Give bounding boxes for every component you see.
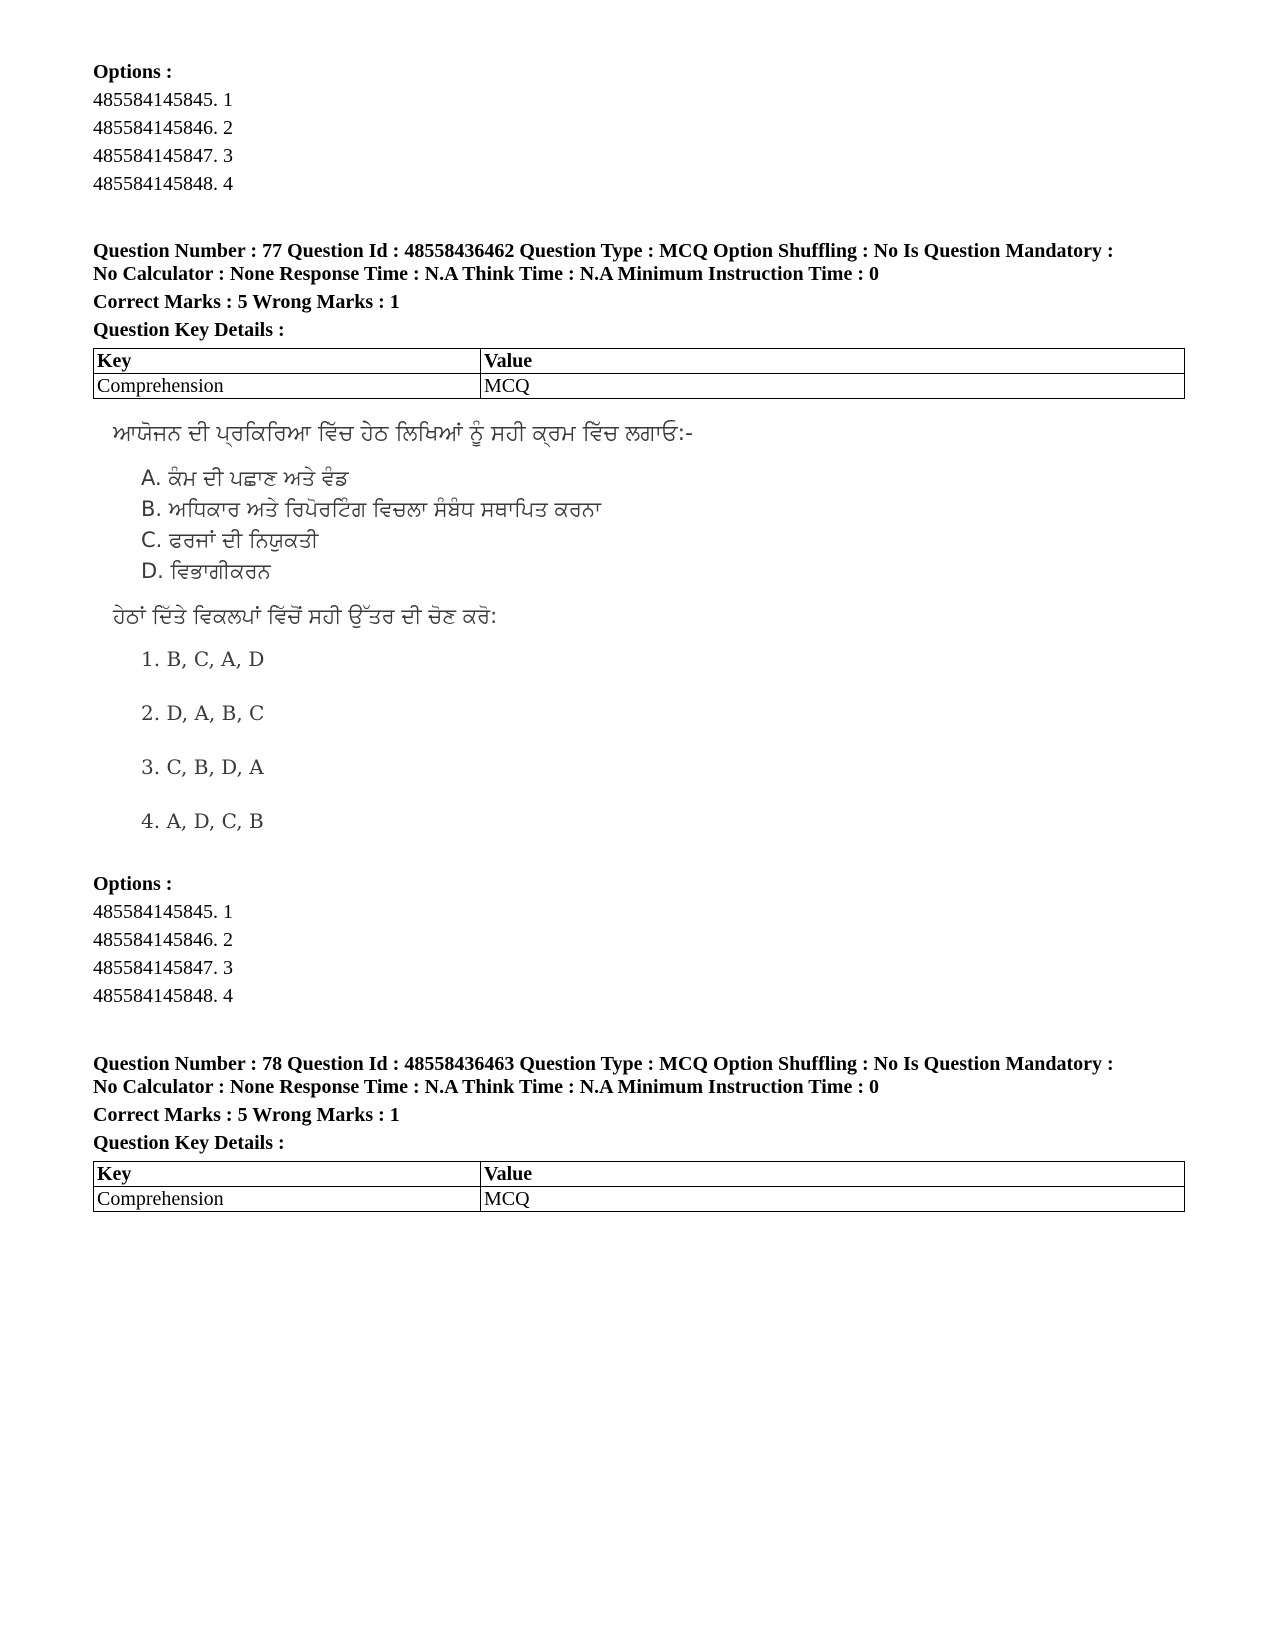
choice-item: 2. D, A, B, C [141, 700, 265, 725]
question-meta-line-1: Question Number : 77 Question Id : 48558436462 Question Type : MCQ Option Shuffling : No Is Question Mandatory : [93, 240, 1114, 262]
question-ask: ਹੇਠਾਂ ਦਿੱਤੇ ਵਿਕਲਪਾਂ ਵਿੱਚੋਂ ਸਹੀ ਉੱਤਰ ਦੀ ਚੋਣ ਕਰੋ: [113, 603, 498, 628]
prev-options-section [93, 58, 233, 198]
statement-item: A. ਕੰਮ ਦੀ ਪਛਾਣ ਅਤੇ ਵੰਡ [141, 465, 349, 490]
statement-item: C. ਫਰਜਾਂ ਦੀ ਨਿਯੁਕਤੀ [141, 527, 319, 552]
option-item: 485584145848. 4 [93, 173, 233, 195]
choice-item: 1. B, C, A, D [141, 646, 265, 671]
marks-line: Correct Marks : 5 Wrong Marks : 1 [93, 291, 400, 313]
choice-item: 3. C, B, D, A [141, 754, 264, 779]
key-value-table [93, 348, 1185, 399]
option-item: 485584145845. 1 [93, 89, 233, 111]
table-header-row [94, 349, 1185, 374]
question-meta-line-1: Question Number : 78 Question Id : 48558436463 Question Type : MCQ Option Shuffling : No Is Question Mandatory : [93, 1053, 1114, 1075]
key-value-table [93, 1161, 1185, 1212]
question-meta [93, 1053, 1185, 1099]
option-item: 485584145847. 3 [93, 145, 233, 167]
option-item: 485584145845. 1 [93, 901, 233, 923]
question-meta [93, 240, 1185, 286]
options-heading: Options : [93, 61, 173, 83]
question-stem: ਆਯੋਜਨ ਦੀ ਪ੍ਰਕਿਰਿਆ ਵਿੱਚ ਹੇਠ ਲਿਖਿਆਂ ਨੂੰ ਸਹੀ ਕ੍ਰਮ ਵਿੱਚ ਲਗਾਓ:- [113, 421, 693, 446]
key-details-heading: Question Key Details : [93, 319, 285, 341]
table-cell-value: MCQ [481, 1187, 1185, 1212]
table-row [94, 374, 1185, 399]
question-meta-line-2: No Calculator : None Response Time : N.A Think Time : N.A Minimum Instruction Time : 0 [93, 263, 879, 285]
question-image [113, 420, 753, 860]
option-item: 485584145846. 2 [93, 117, 233, 139]
table-cell-key: Comprehension [94, 1187, 481, 1212]
options-heading: Options : [93, 873, 173, 895]
q77-options-section [93, 870, 233, 1010]
table-row [94, 1187, 1185, 1212]
table-header-value: Value [481, 1162, 1185, 1187]
question-78-header [93, 1053, 1185, 1212]
question-meta-line-2: No Calculator : None Response Time : N.A Think Time : N.A Minimum Instruction Time : 0 [93, 1076, 879, 1098]
table-header-value: Value [481, 349, 1185, 374]
choice-item: 4. A, D, C, B [141, 808, 264, 833]
option-item: 485584145847. 3 [93, 957, 233, 979]
table-header-key: Key [94, 1162, 481, 1187]
table-header-row [94, 1162, 1185, 1187]
table-cell-key: Comprehension [94, 374, 481, 399]
option-item: 485584145848. 4 [93, 985, 233, 1007]
key-details-heading: Question Key Details : [93, 1132, 285, 1154]
table-header-key: Key [94, 349, 481, 374]
table-cell-value: MCQ [481, 374, 1185, 399]
statement-item: D. ਵਿਭਾਗੀਕਰਨ [141, 558, 271, 583]
option-item: 485584145846. 2 [93, 929, 233, 951]
question-77-header [93, 240, 1185, 399]
marks-line: Correct Marks : 5 Wrong Marks : 1 [93, 1104, 400, 1126]
statement-item: B. ਅਧਿਕਾਰ ਅਤੇ ਰਿਪੋਰਟਿੰਗ ਵਿਚਲਾ ਸੰਬੰਧ ਸਥਾਪਿਤ ਕਰਨਾ [141, 496, 602, 521]
